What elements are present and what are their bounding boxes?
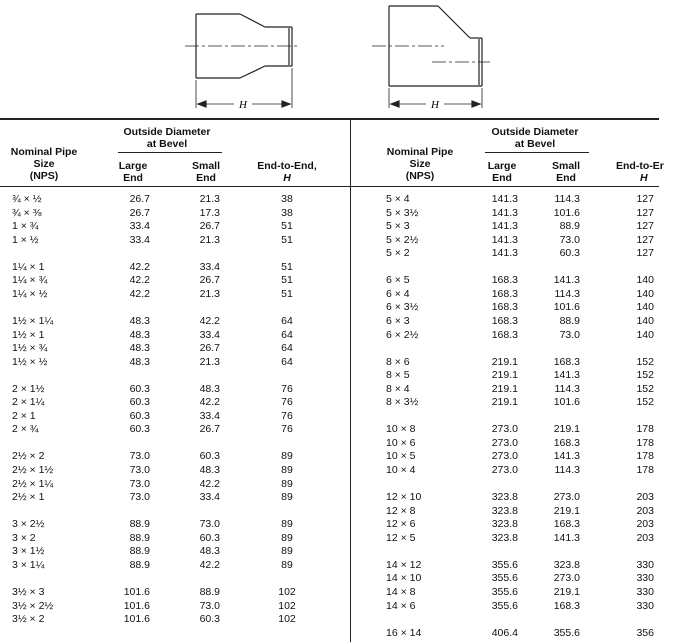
large-end-cell: 355.6 xyxy=(491,558,518,571)
end-to-end-cell: 152 xyxy=(636,382,654,395)
small-end-cell: 26.7 xyxy=(199,423,220,436)
end-to-end-cell: 178 xyxy=(636,436,654,449)
nps-cell: 5 × 3½ xyxy=(386,206,419,219)
small-end-cell: 21.3 xyxy=(199,355,220,368)
nps-cell: 12 × 5 xyxy=(386,531,416,544)
large-end-cell: 60.3 xyxy=(129,396,150,409)
end-to-end-cell: 89 xyxy=(281,477,293,490)
left-od-header: Outside Diameter at Bevel xyxy=(123,126,211,150)
small-end-cell: 88.9 xyxy=(559,220,580,233)
end-to-end-cell: 64 xyxy=(281,355,293,368)
nps-cell: 3½ × 3 xyxy=(12,585,45,598)
small-end-cell: 88.9 xyxy=(199,585,220,598)
small-end-cell: 101.6 xyxy=(553,301,580,314)
small-end-cell: 114.3 xyxy=(554,464,580,476)
small-end-cell: 114.3 xyxy=(554,287,580,300)
end-to-end-cell: 203 xyxy=(636,518,654,531)
large-end-cell: 48.3 xyxy=(129,328,150,341)
reducer-diagrams xyxy=(0,0,659,118)
large-end-cell: 323.8 xyxy=(491,491,518,504)
small-end-cell: 26.7 xyxy=(199,274,220,287)
small-end-cell: 48.3 xyxy=(199,464,220,476)
end-to-end-cell: 89 xyxy=(281,464,293,476)
small-end-cell: 168.3 xyxy=(553,599,580,612)
end-to-end-cell: 127 xyxy=(636,193,654,205)
end-to-end-cell: 178 xyxy=(636,450,654,463)
nps-cell: 6 × 3½ xyxy=(386,301,419,314)
large-end-cell: 168.3 xyxy=(491,314,518,327)
small-end-cell: 101.6 xyxy=(553,206,580,219)
large-end-cell: 33.4 xyxy=(129,220,150,233)
large-end-cell: 101.6 xyxy=(123,585,150,598)
small-end-cell: 141.3 xyxy=(553,531,580,544)
nps-cell: 10 × 6 xyxy=(386,436,416,449)
nps-cell: 12 × 8 xyxy=(386,504,416,517)
nps-cell: 2 × ¾ xyxy=(12,423,39,436)
large-end-cell: 73.0 xyxy=(129,491,150,504)
end-to-end-cell: 127 xyxy=(636,233,654,246)
large-end-cell: 219.1 xyxy=(491,369,518,382)
large-end-cell: 355.6 xyxy=(491,572,518,585)
large-end-cell: 219.1 xyxy=(491,382,518,395)
left-nps-header: Nominal Pipe Size (NPS) xyxy=(10,146,78,182)
end-to-end-cell: 203 xyxy=(636,531,654,544)
large-end-cell: 60.3 xyxy=(129,409,150,422)
large-end-cell: 219.1 xyxy=(491,396,518,409)
small-end-cell: 17.3 xyxy=(199,206,220,219)
end-to-end-cell: 64 xyxy=(281,314,293,327)
end-to-end-cell: 178 xyxy=(636,423,654,436)
nps-cell: 5 × 3 xyxy=(386,220,410,233)
nps-cell: 14 × 6 xyxy=(386,599,416,612)
nps-cell: 1 × ¾ xyxy=(12,220,39,233)
large-end-cell: 323.8 xyxy=(491,531,518,544)
nps-cell: 1½ × 1¼ xyxy=(12,314,54,327)
end-to-end-cell: 102 xyxy=(278,613,296,626)
large-end-cell: 73.0 xyxy=(129,464,150,476)
small-end-cell: 273.0 xyxy=(553,572,580,585)
large-end-cell: 42.2 xyxy=(129,260,150,273)
large-end-cell: 168.3 xyxy=(491,301,518,314)
large-end-cell: 219.1 xyxy=(491,355,518,368)
nps-cell: 14 × 10 xyxy=(386,572,422,585)
nps-cell: 12 × 6 xyxy=(386,518,416,531)
concentric-reducer-drawing xyxy=(185,14,300,108)
nps-cell: 2 × 1 xyxy=(12,409,36,422)
nps-cell: 16 × 14 xyxy=(386,626,422,639)
left-large-end-header: Large End xyxy=(118,160,148,184)
end-to-end-cell: 89 xyxy=(281,531,293,544)
small-end-cell: 42.2 xyxy=(199,477,220,490)
nps-cell: 14 × 8 xyxy=(386,585,416,598)
right-large-end-header: Large End xyxy=(487,160,517,184)
nps-cell: 1½ × ½ xyxy=(12,355,48,368)
small-end-cell: 26.7 xyxy=(199,342,220,355)
end-to-end-cell: 127 xyxy=(636,206,654,219)
end-to-end-cell: 127 xyxy=(636,220,654,233)
nps-cell: 6 × 3 xyxy=(386,314,410,327)
small-end-cell: 73.0 xyxy=(559,328,580,341)
end-to-end-cell: 152 xyxy=(636,396,654,409)
end-to-end-cell: 356 xyxy=(636,626,654,639)
large-end-cell: 88.9 xyxy=(129,518,150,531)
large-end-cell: 101.6 xyxy=(123,613,150,626)
small-end-cell: 33.4 xyxy=(199,491,220,504)
large-end-cell: 101.6 xyxy=(123,599,150,612)
end-to-end-cell: 51 xyxy=(281,233,293,246)
large-end-cell: 88.9 xyxy=(129,531,150,544)
end-to-end-cell: 140 xyxy=(636,328,654,341)
end-to-end-cell: 64 xyxy=(281,328,293,341)
large-end-cell: 48.3 xyxy=(129,355,150,368)
left-end-to-end-header: End-to-End, H xyxy=(257,160,317,184)
large-end-cell: 168.3 xyxy=(491,274,518,287)
large-end-cell: 355.6 xyxy=(491,599,518,612)
nps-cell: 5 × 2½ xyxy=(386,233,419,246)
large-end-cell: 42.2 xyxy=(129,274,150,287)
small-end-cell: 48.3 xyxy=(199,382,220,395)
small-end-cell: 48.3 xyxy=(199,545,220,558)
small-end-cell: 26.7 xyxy=(199,220,220,233)
end-to-end-cell: 51 xyxy=(281,260,293,273)
nps-cell: 1¼ × ½ xyxy=(12,287,48,300)
nps-cell: 5 × 4 xyxy=(386,193,410,205)
end-to-end-cell: 203 xyxy=(636,504,654,517)
large-end-cell: 26.7 xyxy=(129,193,150,205)
large-end-cell: 141.3 xyxy=(491,247,518,260)
nps-cell: 10 × 4 xyxy=(386,464,416,476)
small-end-cell: 60.3 xyxy=(199,531,220,544)
right-od-header: Outside Diameter at Bevel xyxy=(491,126,579,150)
nps-cell: 2½ × 1 xyxy=(12,491,45,504)
large-end-cell: 60.3 xyxy=(129,382,150,395)
small-end-cell: 114.3 xyxy=(554,382,580,395)
end-to-end-cell: 102 xyxy=(278,599,296,612)
nps-cell: 1½ × ¾ xyxy=(12,342,48,355)
end-to-end-cell: 38 xyxy=(281,193,293,205)
right-nps-header: Nominal Pipe Size (NPS) xyxy=(386,146,454,182)
small-end-cell: 42.2 xyxy=(199,314,220,327)
small-end-cell: 21.3 xyxy=(199,287,220,300)
small-end-cell: 21.3 xyxy=(199,193,220,205)
small-end-cell: 33.4 xyxy=(199,409,220,422)
large-end-cell: 73.0 xyxy=(129,477,150,490)
small-end-cell: 323.8 xyxy=(553,558,580,571)
end-to-end-cell: 152 xyxy=(636,369,654,382)
end-to-end-cell: 89 xyxy=(281,545,293,558)
nps-cell: 2½ × 2 xyxy=(12,450,45,463)
end-to-end-cell: 76 xyxy=(281,409,293,422)
small-end-cell: 73.0 xyxy=(199,599,220,612)
end-to-end-cell: 152 xyxy=(636,355,654,368)
end-to-end-cell: 51 xyxy=(281,274,293,287)
end-to-end-cell: 89 xyxy=(281,450,293,463)
end-to-end-cell: 89 xyxy=(281,518,293,531)
small-end-cell: 219.1 xyxy=(553,585,580,598)
small-end-cell: 114.3 xyxy=(554,193,580,205)
column-separator xyxy=(350,118,351,642)
end-to-end-cell: 76 xyxy=(281,423,293,436)
small-end-cell: 60.3 xyxy=(199,450,220,463)
header-bottom-rule xyxy=(0,186,659,187)
large-end-cell: 141.3 xyxy=(491,193,518,205)
nps-cell: 2½ × 1¼ xyxy=(12,477,54,490)
small-end-cell: 88.9 xyxy=(559,314,580,327)
end-to-end-cell: 89 xyxy=(281,491,293,504)
small-end-cell: 141.3 xyxy=(553,450,580,463)
large-end-cell: 406.4 xyxy=(491,626,518,639)
nps-cell: 8 × 4 xyxy=(386,382,410,395)
end-to-end-cell: 38 xyxy=(281,206,293,219)
dim-label-h-right: H xyxy=(431,99,439,111)
large-end-cell: 168.3 xyxy=(491,287,518,300)
nps-cell: 1¼ × ¾ xyxy=(12,274,48,287)
large-end-cell: 141.3 xyxy=(491,233,518,246)
nps-cell: 10 × 8 xyxy=(386,423,416,436)
nps-cell: 1¼ × 1 xyxy=(12,260,45,273)
large-end-cell: 141.3 xyxy=(491,206,518,219)
nps-cell: 6 × 4 xyxy=(386,287,410,300)
small-end-cell: 33.4 xyxy=(199,328,220,341)
left-od-underline xyxy=(118,152,222,153)
nps-cell: 1½ × 1 xyxy=(12,328,45,341)
right-end-to-end-header: End-to-Er H xyxy=(616,160,664,184)
end-to-end-cell: 203 xyxy=(636,491,654,504)
eccentric-reducer-drawing xyxy=(372,6,490,108)
end-to-end-cell: 140 xyxy=(636,301,654,314)
large-end-cell: 73.0 xyxy=(129,450,150,463)
large-end-cell: 141.3 xyxy=(491,220,518,233)
small-end-cell: 141.3 xyxy=(553,274,580,287)
end-to-end-cell: 330 xyxy=(636,585,654,598)
nps-cell: 3 × 2 xyxy=(12,531,36,544)
end-to-end-cell: 76 xyxy=(281,396,293,409)
small-end-cell: 60.3 xyxy=(199,613,220,626)
end-to-end-cell: 330 xyxy=(636,558,654,571)
end-to-end-cell: 330 xyxy=(636,572,654,585)
end-to-end-cell: 140 xyxy=(636,314,654,327)
nps-cell: 8 × 6 xyxy=(386,355,410,368)
nps-cell: ¾ × ½ xyxy=(12,193,42,205)
small-end-cell: 21.3 xyxy=(199,233,220,246)
nps-cell: 8 × 3½ xyxy=(386,396,419,409)
large-end-cell: 168.3 xyxy=(491,328,518,341)
small-end-cell: 141.3 xyxy=(553,369,580,382)
large-end-cell: 273.0 xyxy=(491,436,518,449)
large-end-cell: 273.0 xyxy=(491,464,518,476)
small-end-cell: 73.0 xyxy=(199,518,220,531)
end-to-end-cell: 178 xyxy=(636,464,654,476)
small-end-cell: 42.2 xyxy=(199,558,220,571)
end-to-end-cell: 127 xyxy=(636,247,654,260)
small-end-cell: 60.3 xyxy=(559,247,580,260)
large-end-cell: 60.3 xyxy=(129,423,150,436)
small-end-cell: 219.1 xyxy=(553,504,580,517)
nps-cell: 3 × 1¼ xyxy=(12,558,45,571)
large-end-cell: 273.0 xyxy=(491,450,518,463)
nps-cell: 12 × 10 xyxy=(386,491,422,504)
end-to-end-cell: 76 xyxy=(281,382,293,395)
nps-cell: 6 × 5 xyxy=(386,274,410,287)
large-end-cell: 355.6 xyxy=(491,585,518,598)
large-end-cell: 88.9 xyxy=(129,558,150,571)
small-end-cell: 273.0 xyxy=(553,491,580,504)
dim-label-h-left: H xyxy=(239,99,247,111)
nps-cell: 14 × 12 xyxy=(386,558,422,571)
right-small-end-header: Small End xyxy=(551,160,580,184)
nps-cell: 3 × 1½ xyxy=(12,545,45,558)
end-to-end-cell: 89 xyxy=(281,558,293,571)
small-end-cell: 101.6 xyxy=(553,396,580,409)
small-end-cell: 42.2 xyxy=(199,396,220,409)
large-end-cell: 33.4 xyxy=(129,233,150,246)
small-end-cell: 168.3 xyxy=(553,436,580,449)
end-to-end-cell: 64 xyxy=(281,342,293,355)
right-od-underline xyxy=(485,152,589,153)
table-top-rule xyxy=(0,118,659,120)
nps-cell: 3½ × 2½ xyxy=(12,599,54,612)
large-end-cell: 273.0 xyxy=(491,423,518,436)
small-end-cell: 168.3 xyxy=(553,518,580,531)
end-to-end-cell: 51 xyxy=(281,220,293,233)
nps-cell: ¾ × ⅜ xyxy=(12,206,42,219)
large-end-cell: 323.8 xyxy=(491,504,518,517)
large-end-cell: 26.7 xyxy=(129,206,150,219)
nps-cell: 2½ × 1½ xyxy=(12,464,54,476)
large-end-cell: 48.3 xyxy=(129,342,150,355)
end-to-end-cell: 51 xyxy=(281,287,293,300)
large-end-cell: 48.3 xyxy=(129,314,150,327)
end-to-end-cell: 140 xyxy=(636,274,654,287)
nps-cell: 5 × 2 xyxy=(386,247,410,260)
end-to-end-cell: 102 xyxy=(278,585,296,598)
nps-cell: 3 × 2½ xyxy=(12,518,45,531)
small-end-cell: 168.3 xyxy=(553,355,580,368)
small-end-cell: 219.1 xyxy=(553,423,580,436)
nps-cell: 2 × 1¼ xyxy=(12,396,45,409)
nps-cell: 8 × 5 xyxy=(386,369,410,382)
large-end-cell: 42.2 xyxy=(129,287,150,300)
large-end-cell: 323.8 xyxy=(491,518,518,531)
small-end-cell: 355.6 xyxy=(553,626,580,639)
left-small-end-header: Small End xyxy=(191,160,220,184)
small-end-cell: 33.4 xyxy=(199,260,220,273)
large-end-cell: 88.9 xyxy=(129,545,150,558)
nps-cell: 10 × 5 xyxy=(386,450,416,463)
nps-cell: 1 × ½ xyxy=(12,233,39,246)
end-to-end-cell: 330 xyxy=(636,599,654,612)
nps-cell: 2 × 1½ xyxy=(12,382,45,395)
nps-cell: 6 × 2½ xyxy=(386,328,419,341)
end-to-end-cell: 140 xyxy=(636,287,654,300)
nps-cell: 3½ × 2 xyxy=(12,613,45,626)
small-end-cell: 73.0 xyxy=(559,233,580,246)
